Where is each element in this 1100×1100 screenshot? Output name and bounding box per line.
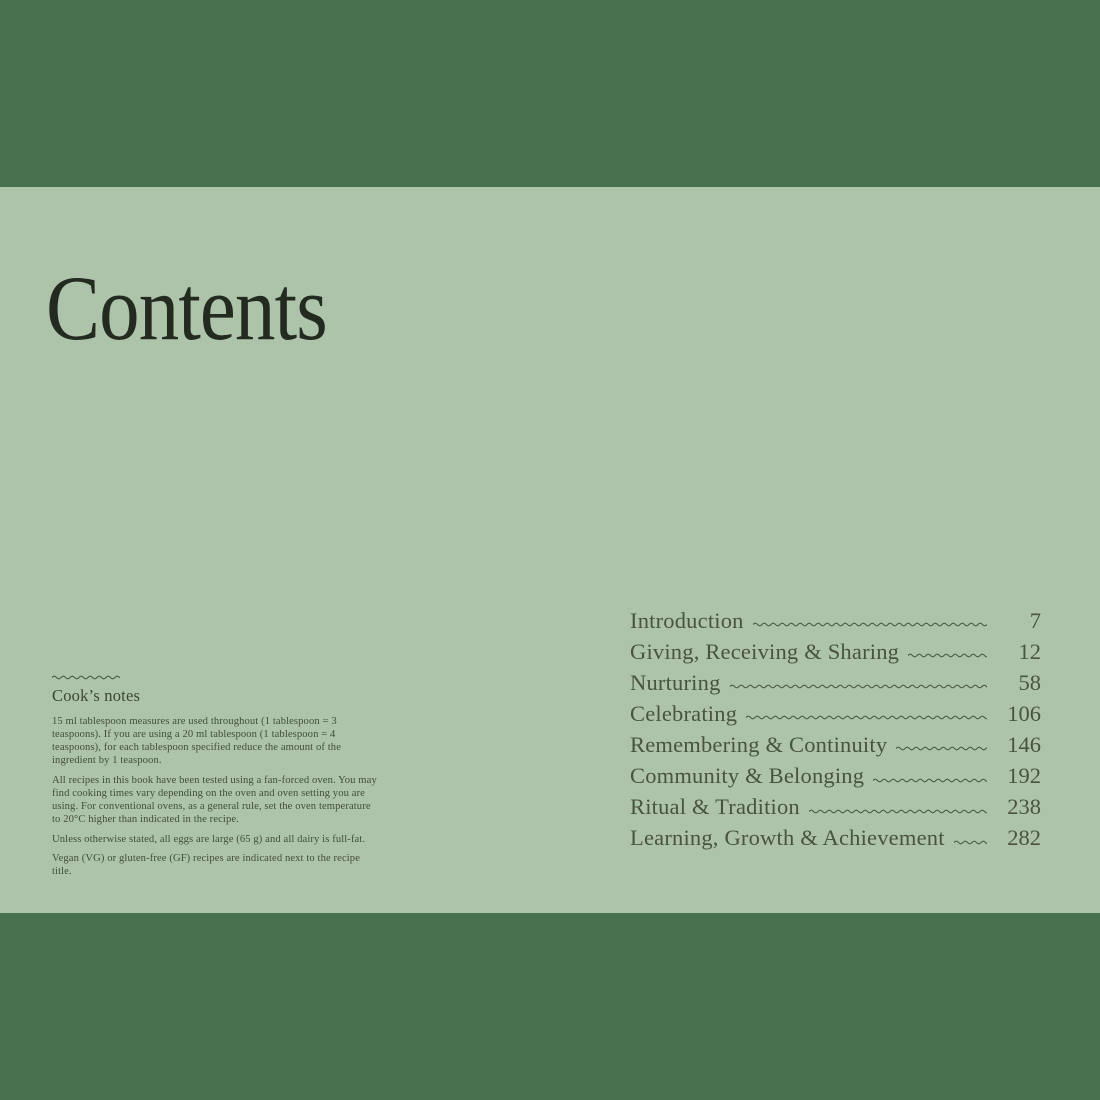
cooks-notes-paragraph: Unless otherwise stated, all eggs are large (65 g) and all dairy is full-fat. [52,833,366,845]
toc-entry [630,604,1041,635]
toc-entry-label: Community & Belonging [630,763,865,789]
toc-entry-label: Giving, Receiving & Sharing [630,638,900,664]
wavy-leader-line [896,745,987,752]
toc-page-number: 238 [1007,794,1041,820]
page-title: Contents [46,257,327,359]
squiggle-ornament-icon [52,674,378,681]
toc-page-number: 192 [1007,763,1041,789]
wavy-leader-line [730,683,987,690]
bottom-green-band [0,913,1100,1100]
wavy-leader-line [753,621,987,628]
toc-page-number: 58 [1018,669,1041,695]
toc-entry-label: Ritual & Tradition [630,794,800,820]
cooks-notes-heading: Cook’s notes [52,686,141,705]
toc-entry-label: Learning, Growth & Achievement [630,825,945,851]
toc-entry [630,728,1041,759]
toc-entry [630,697,1041,728]
wavy-leader-line [746,714,987,721]
cooks-notes-section [52,674,378,885]
top-green-band [0,0,1100,187]
toc-entry [630,635,1041,666]
toc-entry-label: Nurturing [630,669,721,695]
table-of-contents [630,604,1041,853]
toc-page-number: 7 [1029,607,1041,633]
toc-entry [630,822,1041,853]
wavy-leader-line [873,777,987,784]
wavy-leader-line [954,839,987,846]
toc-entry [630,759,1041,790]
cooks-notes-paragraph: 15 ml tablespoon measures are used throughout (1 tablespoon = 3 teaspoons). If you are using a 20 ml tablespoon (1 tablespoon = 4 teaspoons), for each tablespoon specified reduce the amount of the ingredient by 1 teaspoon. [52,716,341,767]
toc-page-number: 282 [1007,825,1041,851]
toc-page-number: 106 [1007,700,1041,726]
toc-entry [630,791,1041,822]
cooks-notes-paragraph: Vegan (VG) or gluten-free (GF) recipes are indicated next to the recipe title. [52,853,361,878]
cooks-notes-paragraph: All recipes in this book have been tested using a fan-forced oven. You may find cooking times vary depending on the oven and oven setting you are using. For conventional ovens, as a general rule, set the oven temperature to 20°C higher than indicated in the recipe. [52,774,377,826]
wavy-leader-line [809,808,987,815]
wavy-leader-line [908,652,987,659]
toc-page-number: 12 [1018,638,1041,664]
toc-page-number: 146 [1007,731,1041,757]
toc-entry [630,666,1041,697]
toc-entry-label: Introduction [630,607,744,633]
toc-entry-label: Remembering & Continuity [630,731,888,757]
toc-entry-label: Celebrating [630,700,738,726]
